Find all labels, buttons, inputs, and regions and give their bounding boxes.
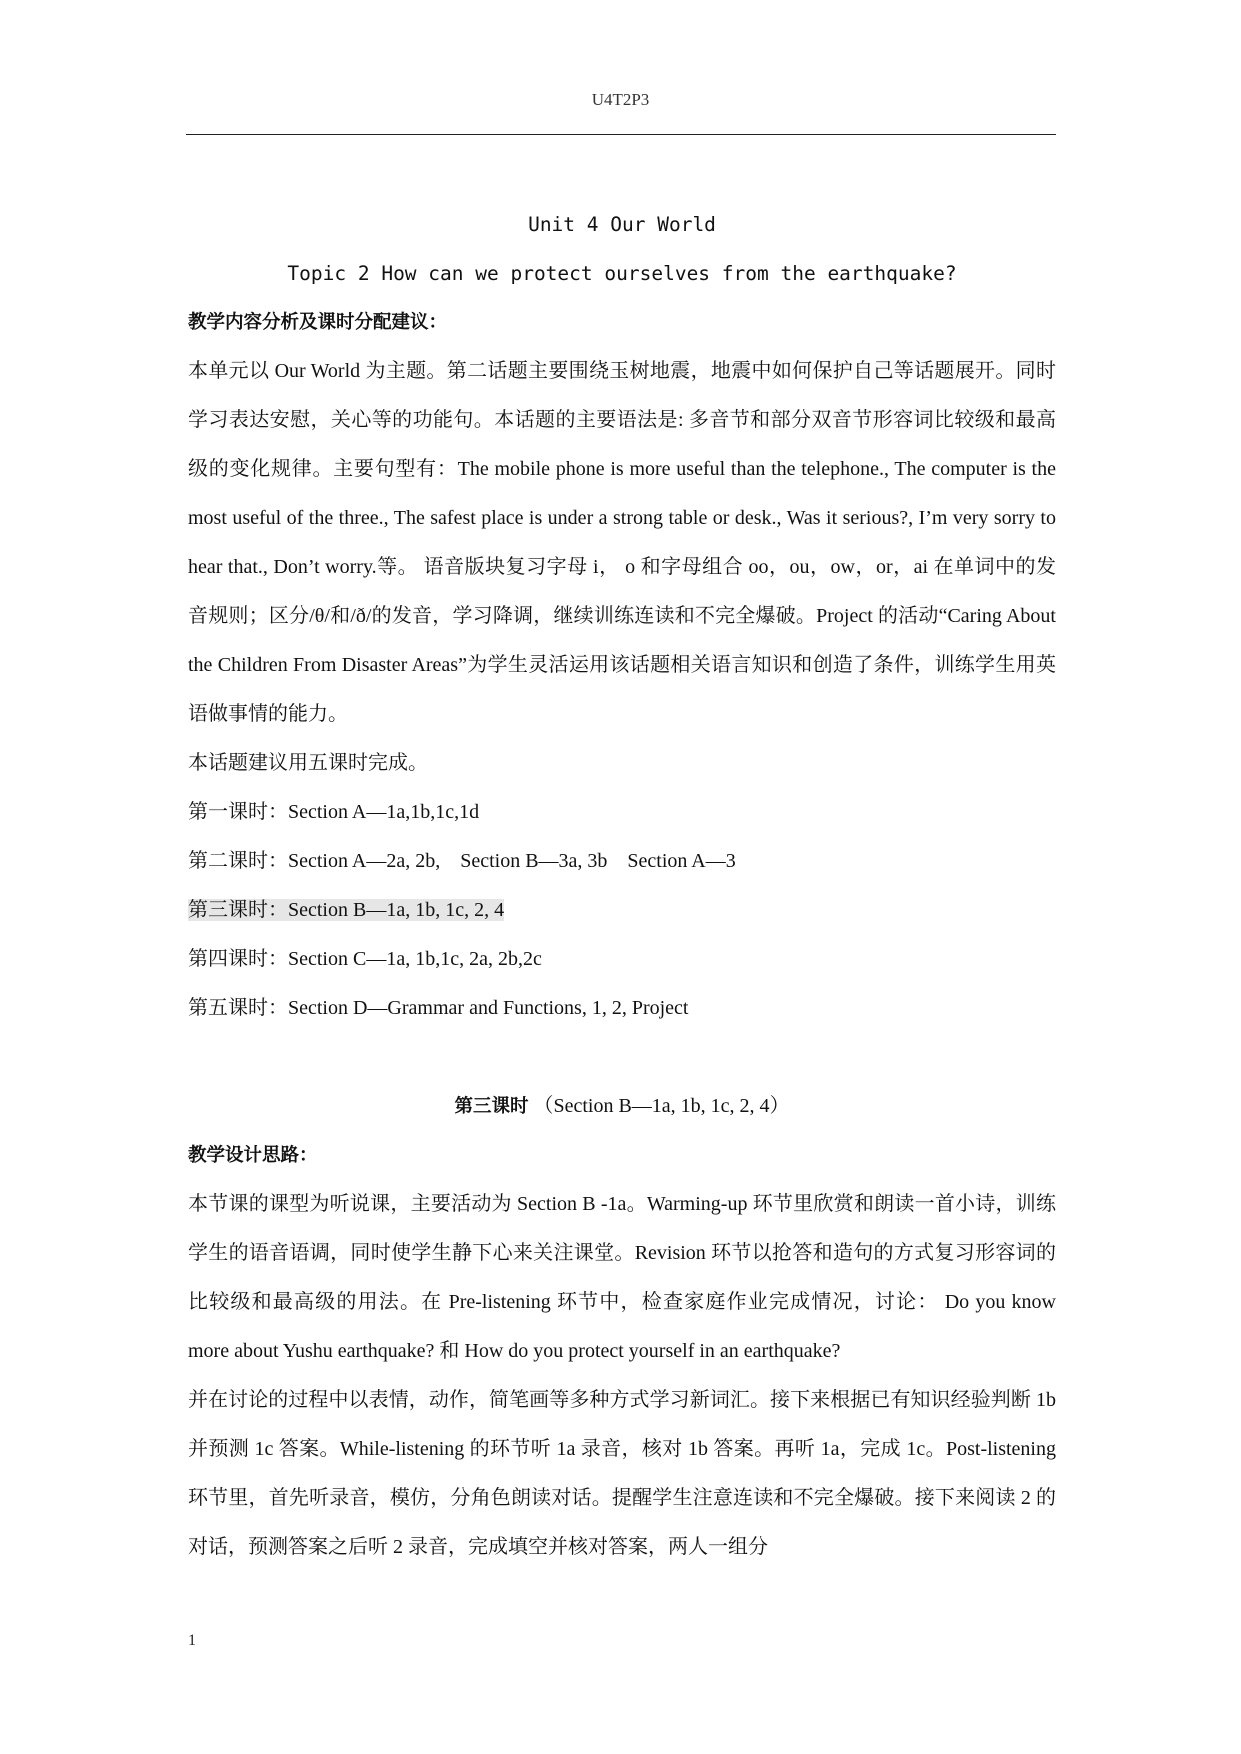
topic-title: Topic 2 How can we protect ourselves from the earthquake? xyxy=(287,262,957,285)
period-label: 第三课时： xyxy=(188,899,288,921)
period-content: Section A—2a, 2b, Section B—3a, 3b Section A—3 xyxy=(288,850,736,872)
period-label: 第一课时： xyxy=(188,801,288,823)
page-number: 1 xyxy=(188,1632,196,1649)
period-line-1 xyxy=(188,788,1056,837)
header-divider xyxy=(186,134,1056,135)
lesson-heading-bold: 第三课时 xyxy=(454,1096,529,1117)
period-content: Section D—Grammar and Functions, 1, 2, Project xyxy=(288,997,689,1019)
analysis-heading: 教学内容分析及课时分配建议： xyxy=(188,312,448,333)
period-suggestion: 本话题建议用五课时完成。 xyxy=(188,752,428,774)
lesson-heading xyxy=(188,1082,1056,1131)
period-label: 第五课时： xyxy=(188,997,288,1019)
design-heading: 教学设计思路： xyxy=(188,1145,318,1166)
period-content: Section A—1a,1b,1c,1d xyxy=(288,801,480,823)
design-paragraph-2: 并在讨论的过程中以表情，动作，简笔画等多种方式学习新词汇。接下来根据已有知识经验判断 1b 并预测 1c 答案。While-listening 的环节听 1a 录音，核对 1b 答案。再听 1a，完成 1c。Post-listening 环节里，首先听录音，模仿，分角色朗读对话。提醒学生注意连读和不完全爆破。接下来阅读 2 的对话，预测答案之后听 2 录音，完成填空并核对答案，两人一组分 xyxy=(188,1389,1056,1558)
period-line-2 xyxy=(188,837,1056,886)
document-body xyxy=(188,200,1056,1572)
page-header: U4T2P3 xyxy=(591,90,650,109)
spacer xyxy=(188,1033,1056,1082)
unit-title: Unit 4 Our World xyxy=(528,213,716,236)
analysis-paragraph: 本单元以 Our World 为主题。第二话题主要围绕玉树地震，地震中如何保护自己等话题展开。同时学习表达安慰，关心等的功能句。本话题的主要语法是: 多音节和部分双音节形容词比较级和最高级的变化规律。主要句型有：The mobile phone is more useful than the telephone., The computer is the most useful of the three., The safest place is under a strong table or desk., Was it serious?, I’m very sorry to hear that., Don’t worry.等。 语音版块复习字母 i， o 和字母组合 oo，ou，ow，or，ai 在单词中的发音规则；区分/θ/和/ð/的发音，学习降调，继续训练连读和不完全爆破。Project 的活动“Caring About the Children From Disaster Areas”为学生灵活运用该话题相关语言知识和创造了条件，训练学生用英语做事情的能力。 xyxy=(188,360,1056,725)
period-line-3 xyxy=(188,886,1056,935)
period-label: 第四课时： xyxy=(188,948,288,970)
lesson-heading-range: （Section B—1a, 1b, 1c, 2, 4） xyxy=(528,1095,790,1117)
period-line-4 xyxy=(188,935,1056,984)
design-paragraph-1: 本节课的课型为听说课，主要活动为 Section B -1a。Warming-up 环节里欣赏和朗读一首小诗，训练学生的语音语调，同时使学生静下心来关注课堂。Revision 环节以抢答和造句的方式复习形容词的比较级和最高级的用法。在 Pre-listening 环节中，检查家庭作业完成情况，讨论： Do you know more about Yushu earthquake? 和 How do you protect yourself in an earthquake? xyxy=(188,1193,1056,1362)
period-content: Section B—1a, 1b, 1c, 2, 4 xyxy=(288,899,505,921)
period-label: 第二课时： xyxy=(188,850,288,872)
period-content: Section C—1a, 1b,1c, 2a, 2b,2c xyxy=(288,948,542,970)
period-line-3-highlight xyxy=(188,899,504,921)
period-line-5 xyxy=(188,984,1056,1033)
